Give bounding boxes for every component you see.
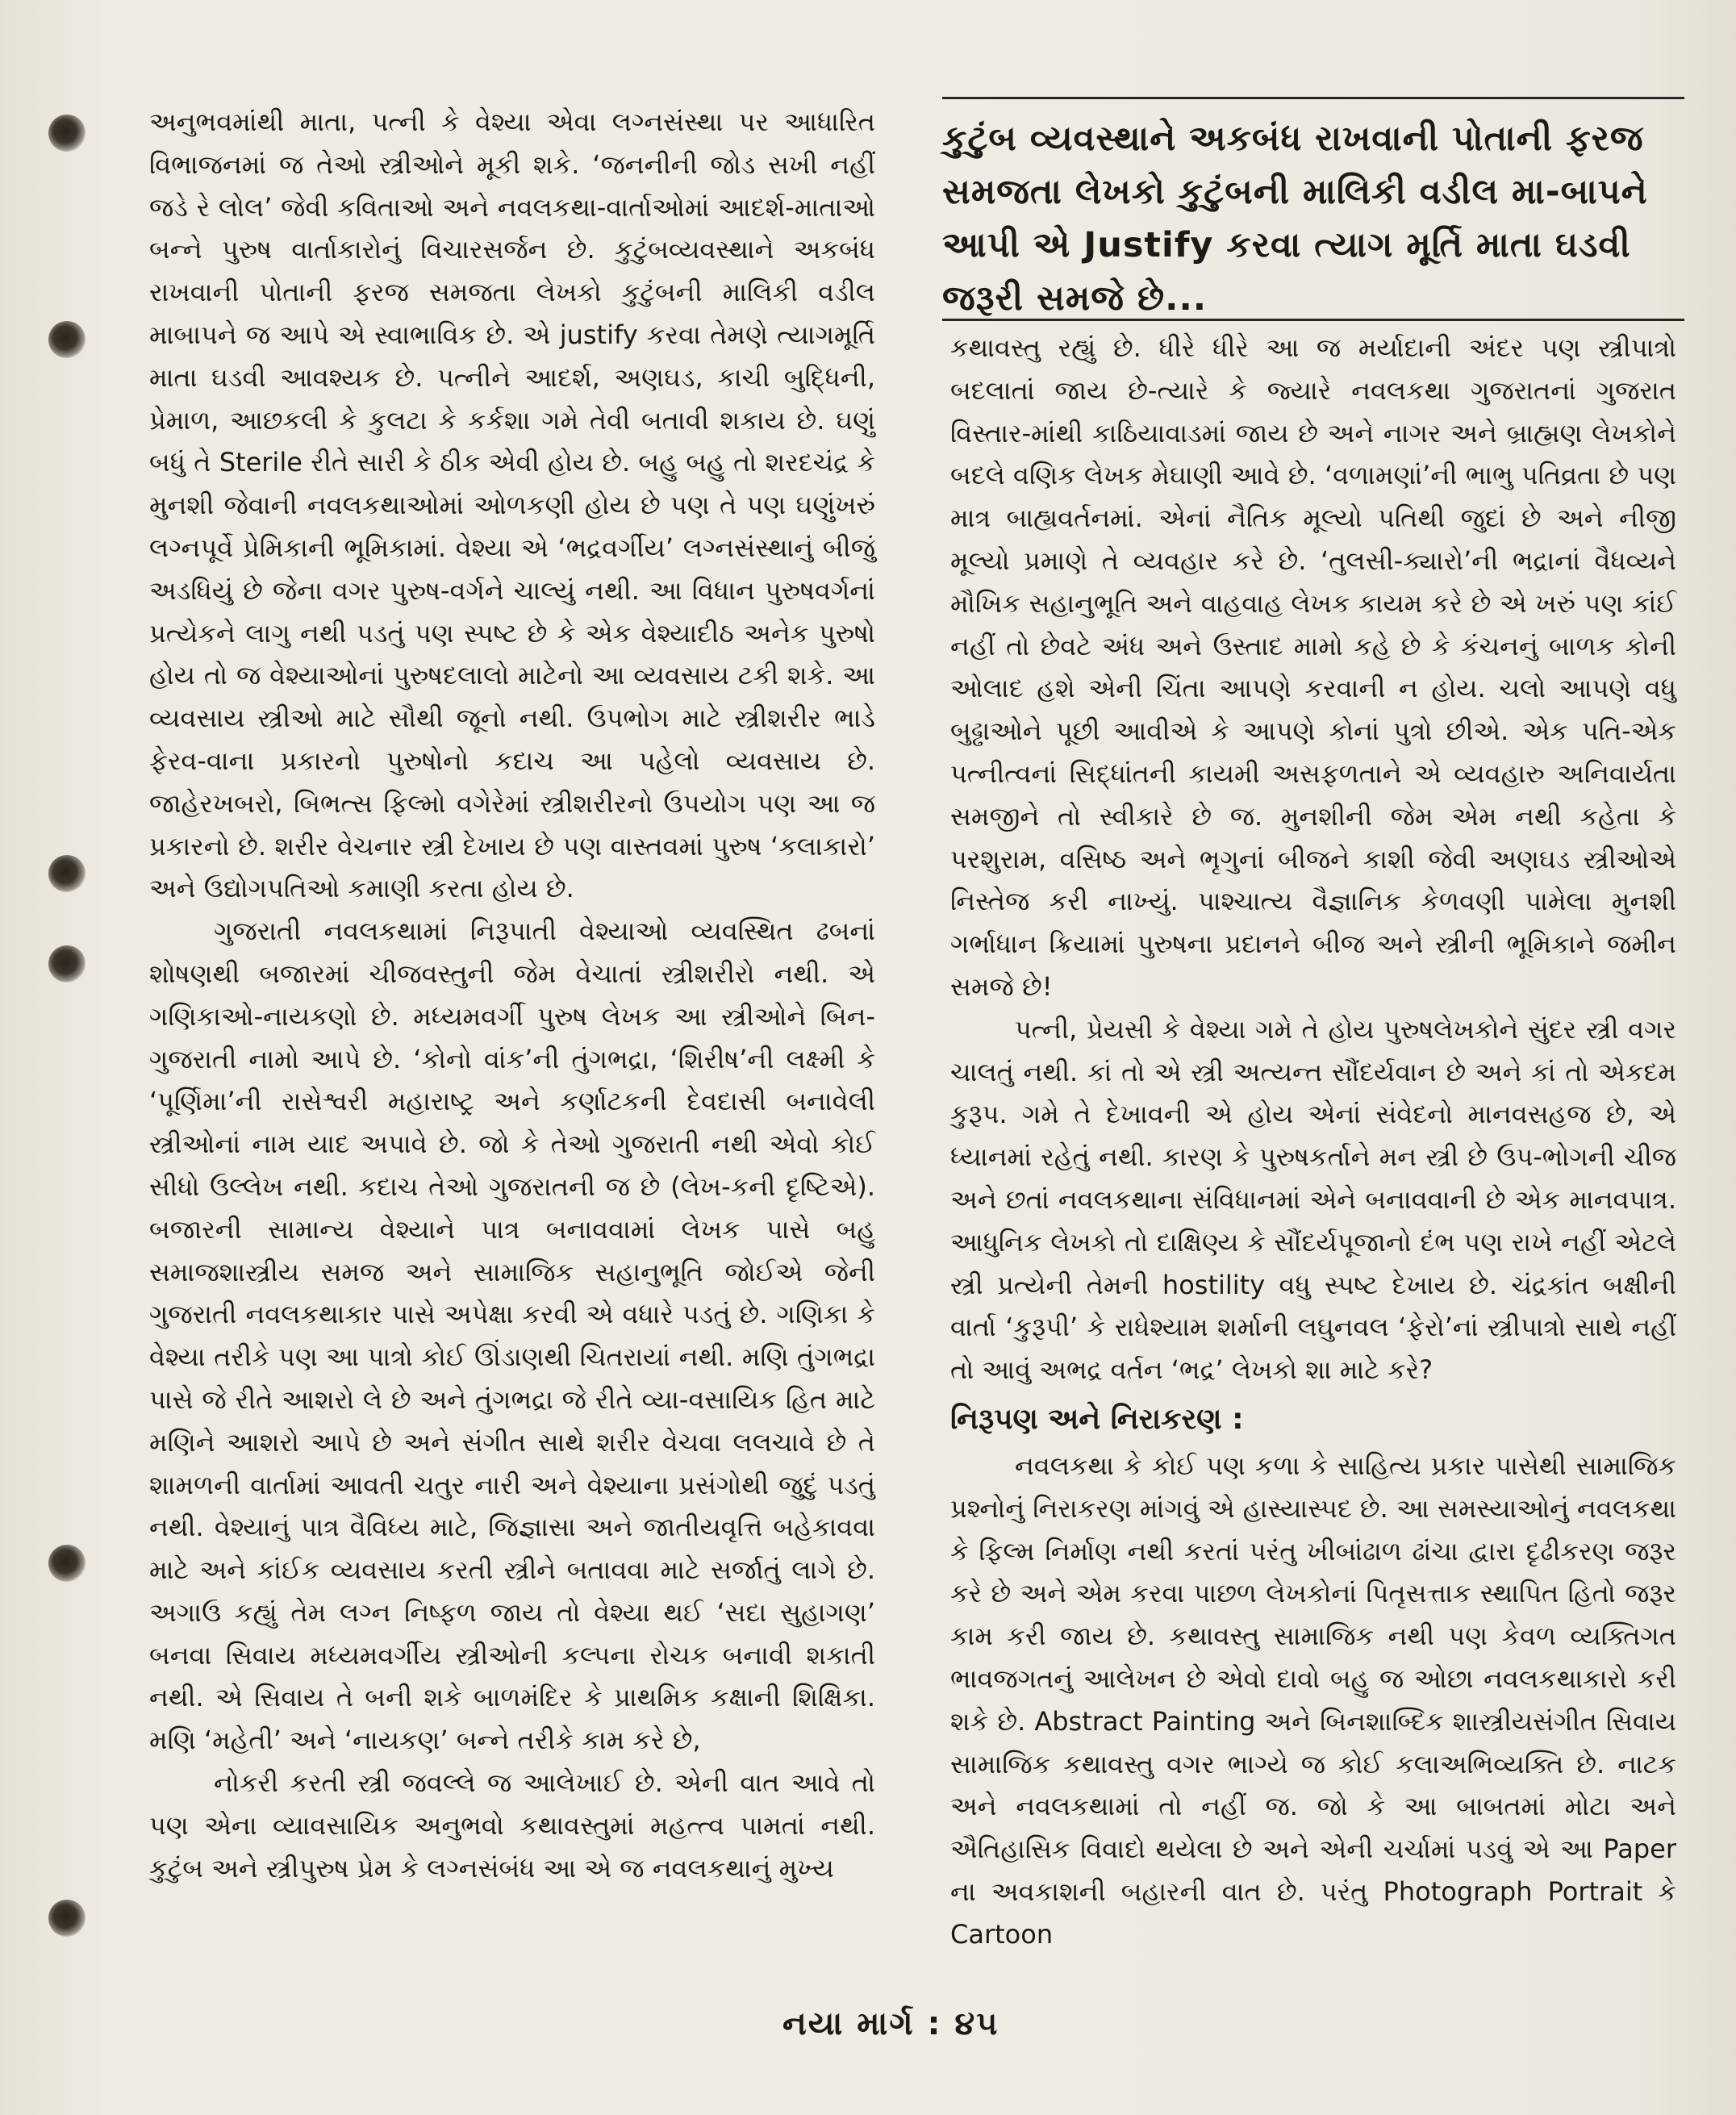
pull-quote <box>942 97 1684 325</box>
right-paragraph-3: નવલકથા કે કોઈ પણ કળા કે સાહિત્ય પ્રકાર પાસેથી સામાજિક પ્રશ્નોનું નિરાકરણ માંગવું એ હાસ્યાસ્પદ છે. આ સમસ્યાઓનું નવલકથા કે ફિલ્મ નિર્માણ નથી કરતાં પરંતુ ખીબાંઢાળ ઢાંચા દ્વારા દૃઢીકરણ જરૂર કરે છે અને એમ કરવા પાછળ લેખકોનાં પિતૃસત્તાક સ્થાપિત હિતો જરૂર કામ કરી જાય છે. કથાવસ્તુ સામાજિક નથી પણ કેવળ વ્યક્તિગત ભાવજગતનું આલેખન છે એવો દાવો બહુ જ ઓછા નવલકથાકારો કરી શકે છે. Abstract Painting અને બિનશાબ્દિક શાસ્ત્રીયસંગીત સિવાય સામાજિક કથાવસ્તુ વગર ભાગ્યે જ કોઈ કલાઅભિવ્યક્તિ છે. નાટક અને નવલકથામાં તો નહીં જ. જો કે આ બાબતમાં મોટા અને ઐતિહાસિક વિવાદો થયેલા છે અને એની ચર્ચામાં પડવું એ આ Paper ના અવકાશની બહારની વાત છે. પરંતુ Photograph Portrait કે Cartoon <box>950 1450 1676 1950</box>
section-heading: નિરૂપણ અને નિરાકરણ : <box>950 1402 1244 1436</box>
right-paragraph-2: પત્ની, પ્રેયસી કે વેશ્યા ગમે તે હોય પુરુષલેખકોને સુંદર સ્ત્રી વગર ચાલતું નથી. કાં તો એ સ્ત્રી અત્યન્ત સૌંદર્યવાન છે અને કાં તો એકદમ કુરૂપ. ગમે તે દેખાવની એ હોય એનાં સંવેદનો માનવસહજ છે, એ ધ્યાનમાં રહેતું નથી. કારણ કે પુરુષકર્તાને મન સ્ત્રી છે ઉપ-ભોગની ચીજ અને છતાં નવલકથાના સંવિધાનમાં એને બનાવવાની છે એક માનવપાત્ર. આધુનિક લેખકો તો દાક્ષિણ્ય કે સૌંદર્યપૂજાનો દંભ પણ રાખે નહીં એટલે સ્ત્રી પ્રત્યેની તેમની hostility વધુ સ્પષ્ટ દેખાય છે. ચંદ્રકાંત બક્ષીની વાર્તા ‘કુરૂપી’ કે રાધેશ્યામ શર્માની લઘુનવલ ‘ફેરો’નાં સ્ત્રીપાત્રો સાથે નહીં તો આવું અભદ્ર વર્તન ‘ભદ્ર’ લેખકો શા માટે કરે? <box>950 1013 1676 1386</box>
punch-hole <box>48 945 86 982</box>
punch-hole <box>48 1900 86 1937</box>
pull-quote-divider <box>942 319 1684 321</box>
punch-hole <box>48 855 86 892</box>
left-paragraph-1: અનુભવમાંથી માતા, પત્ની કે વેશ્યા એવા લગ્નસંસ્થા પર આધારિત વિભાજનમાં જ તેઓ સ્ત્રીઓને મૂકી શકે. ‘જનનીની જોડ સખી નહીં જડે રે લોલ’ જેવી કવિતાઓ અને નવલકથા-વાર્તાઓમાં આદર્શ-માતાઓ બન્ને પુરુષ વાર્તાકારોનું વિચારસર્જન છે. કુટુંબવ્યવસ્થાને અકબંધ રાખવાની પોતાની ફરજ સમજતા લેખકો કુટુંબની માલિકી વડીલ માબાપને જ આપે એ સ્વાભાવિક છે. એ justify કરવા તેમણે ત્યાગમૂર્તિ માતા ઘડવી આવશ્યક છે. પત્નીને આદર્શ, અણઘડ, કાચી બુદ્ધિની, પ્રેમાળ, આછકલી કે કુલટા કે કર્કશા ગમે તેવી બતાવી શકાય છે. ઘણું બધું તે Sterile રીતે સારી કે ઠીક એવી હોય છે. બહુ બહુ તો શરદચંદ્ર કે મુનશી જેવાની નવલકથાઓમાં ઓળકણી હોય છે પણ તે પણ ઘણુંખરું લગ્નપૂર્વે પ્રેમિકાની ભૂમિકામાં. વેશ્યા એ ‘ભદ્રવર્ગીય’ લગ્નસંસ્થાનું બીજું અડધિયું છે જેના વગર પુરુષ-વર્ગને ચાલ્યું નથી. આ વિધાન પુરુષવર્ગનાં પ્રત્યેકને લાગુ નથી પડતું પણ સ્પષ્ટ છે કે એક વેશ્યાદીઠ અનેક પુરુષો હોય તો જ વેશ્યાઓનાં પુરુષદલાલો માટેનો આ વ્યવસાય ટકી શકે. આ વ્યવસાય સ્ત્રીઓ માટે સૌથી જૂનો નથી. ઉપભોગ માટે સ્ત્રીશરીર ભાડે ફેરવ-વાના પ્રકારનો પુરુષોનો કદાચ આ પહેલો વ્યવસાય છે. જાહેરખબરો, બિભત્સ ફિલ્મો વગેરેમાં સ્ત્રીશરીરનો ઉપયોગ પણ આ જ પ્રકારનો છે. શરીર વેચનાર સ્ત્રી દેખાય છે પણ વાસ્તવમાં પુરુષ ‘કલાકારો’ અને ઉદ્યોગપતિઓ કમાણી કરતા હોય છે. <box>149 106 876 904</box>
left-paragraph-2: ગુજરાતી નવલકથામાં નિરૂપાતી વેશ્યાઓ વ્યવસ્થિત ઢબનાં શોષણથી બજારમાં ચીજવસ્તુની જેમ વેચાતાં સ્ત્રીશરીરો નથી. એ ગણિકાઓ-નાયકણો છે. મધ્યમવર્ગી પુરુષ લેખક આ સ્ત્રીઓને બિન-ગુજરાતી નામો આપે છે. ‘કોનો વાંક’ની તુંગભદ્રા, ‘શિરીષ’ની લક્ષ્મી કે ‘પૂર્ણિમા’ની રાસેશ્વરી મહારાષ્ટ્ર અને કર્ણાટકની દેવદાસી બનાવેલી સ્ત્રીઓનાં નામ યાદ અપાવે છે. જો કે તેઓ ગુજરાતી નથી એવો કોઈ સીધો ઉલ્લેખ નથી. કદાચ તેઓ ગુજરાતની જ છે (લેખ-કની દૃષ્ટિએ). બજારની સામાન્ય વેશ્યાને પાત્ર બનાવવામાં લેખક પાસે બહુ સમાજશાસ્ત્રીય સમજ અને સામાજિક સહાનુભૂતિ જોઈએ જેની ગુજરાતી નવલકથાકાર પાસે અપેક્ષા કરવી એ વધારે પડતું છે. ગણિકા કે વેશ્યા તરીકે પણ આ પાત્રો કોઈ ઊંડાણથી ચિતરાયાં નથી. મણિ તુંગભદ્રા પાસે જે રીતે આશરો લે છે અને તુંગભદ્રા જે રીતે વ્યા-વસાયિક હિત માટે મણિને આશરો આપે છે અને સંગીત સાથે શરીર વેચવા લલચાવે છે તે શામળની વાર્તામાં આવતી ચતુર નારી અને વેશ્યાના પ્રસંગોથી જુદું પડતું નથી. વેશ્યાનું પાત્ર વૈવિધ્ય માટે, જિજ્ઞાસા અને જાતીયવૃત્તિ બહેકાવવા માટે અને કાંઈક વ્યવસાય કરતી સ્ત્રીને બતાવવા માટે સર્જાતું લાગે છે. અગાઉ કહ્યું તેમ લગ્ન નિષ્ફળ જાય તો વેશ્યા થઈ ‘સદા સુહાગણ’ બનવા સિવાય મધ્યમવર્ગીય સ્ત્રીઓની કલ્પના રોચક બનાવી શકાતી નથી. એ સિવાય તે બની શકે બાળમંદિર કે પ્રાથમિક કક્ષાની શિક્ષિકા. મણિ ‘મહેતી’ અને ‘નાયકણ’ બન્ને તરીકે કામ કરે છે, <box>149 916 875 1756</box>
left-column <box>149 101 875 1889</box>
left-paragraph-3: નોકરી કરતી સ્ત્રી જવલ્લે જ આલેખાઈ છે. એની વાત આવે તો પણ એના વ્યાવસાયિક અનુભવો કથાવસ્તુમાં મહત્ત્વ પામતાં નથી. કુટુંબ અને સ્ત્રીપુરુષ પ્રેમ કે લગ્નસંબંધ આ એ જ નવલકથાનું મુખ્ય <box>149 1767 875 1883</box>
punch-hole <box>48 321 86 358</box>
right-paragraph-1: કથાવસ્તુ રહ્યું છે. ધીરે ધીરે આ જ મર્યાદાની અંદર પણ સ્ત્રીપાત્રો બદલાતાં જાય છે-ત્યારે કે જ્યારે નવલકથા ગુજરાતનાં ગુજરાત વિસ્તાર-માંથી કાઠિયાવાડમાં જાય છે અને નાગર અને બ્રાહ્મણ લેખકોને બદલે વણિક લેખક મેઘાણી આવે છે. ‘વળામણાં’ની ભાભુ પતિવ્રતા છે પણ માત્ર બાહ્યવર્તનમાં. એનાં નૈતિક મૂલ્યો પતિથી જુદાં છે અને નીજી મૂલ્યો પ્રમાણે તે વ્યવહાર કરે છે. ‘તુલસી-ક્યારો’ની ભદ્રાનાં વૈધવ્યને મૌખિક સહાનુભૂતિ અને વાહવાહ લેખક કાયમ કરે છે એ ખરું પણ કાંઈ નહીં તો છેવટે અંધ અને ઉસ્તાદ મામો કહે છે કે કંચનનું બાળક કોની ઓલાદ હશે એની ચિંતા આપણે કરવાની ન હોય. ચલો આપણે વધુ બુઢ્ઢાઓને પૂછી આવીએ કે આપણે કોનાં પુત્રો છીએ. એક પતિ-એક પત્નીત્વનાં સિદ્ધાંતની કાયમી અસફળતાને એ વ્યવહારુ અનિવાર્યતા સમજીને તો સ્વીકારે છે જ. મુનશીની જેમ એમ નથી કહેતા કે પરશુરામ, વસિષ્ઠ અને ભૃગુનાં બીજને કાશી જેવી અણઘડ સ્ત્રીઓએ નિસ્તેજ કરી નાખ્યું. પાશ્ચાત્ય વૈજ્ઞાનિક કેળવણી પામેલા મુનશી ગર્ભાધાન ક્રિયામાં પુરુષના પ્રદાનને બીજ અને સ્ત્રીની ભૂમિકાને જમીન સમજે છે! <box>950 332 1676 1002</box>
right-column <box>950 327 1676 1955</box>
punch-hole <box>48 115 86 152</box>
punch-hole <box>48 1545 86 1582</box>
page-footer: નયા માર્ગ : ૪૫ <box>782 2005 999 2042</box>
pull-quote-text: કુટુંબ વ્યવસ્થાને અકબંધ રાખવાની પોતાની ફરજ સમજતા લેખકો કુટુંબની માલિકી વડીલ મા-બાપને આપી એ Justify કરવા ત્યાગ મૂર્તિ માતા ઘડવી જરૂરી સમજે છે... <box>942 119 1648 319</box>
